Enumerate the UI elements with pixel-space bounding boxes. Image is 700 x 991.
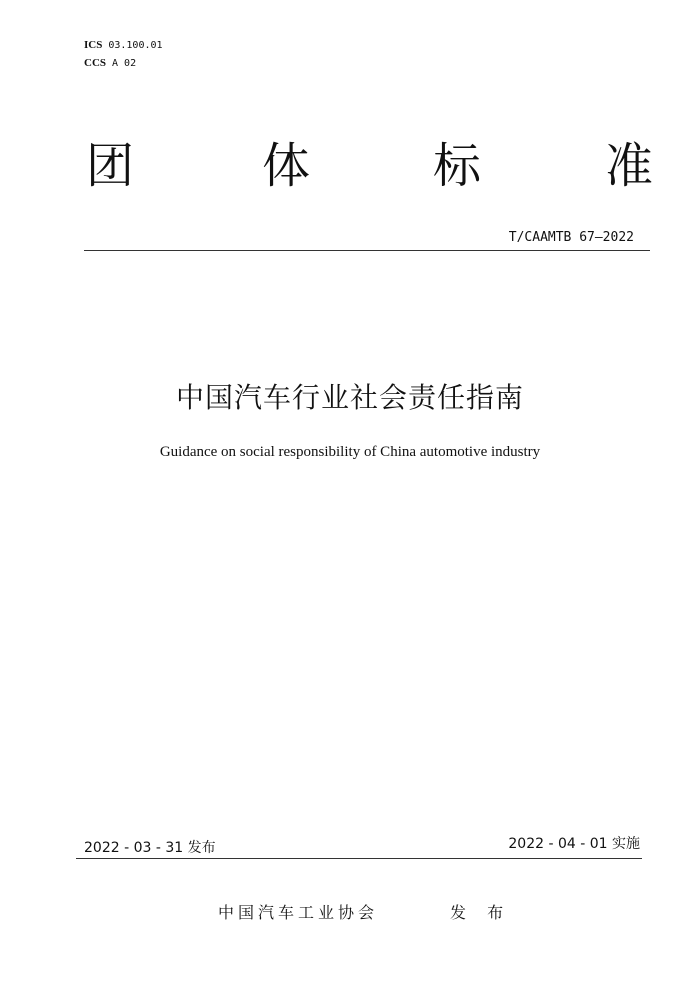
title-chinese: 中国汽车行业社会责任指南 <box>175 381 524 414</box>
ccs-value: A 02 <box>112 58 137 69</box>
standard-number: T/CAAMTB 67—2022 <box>508 230 634 245</box>
ccs-label: CCS <box>84 57 107 69</box>
ics-value: 03.100.01 <box>108 40 163 51</box>
ics-label: ICS <box>84 39 103 51</box>
standard-type-char-4: 准 <box>605 138 654 194</box>
issue-date: 2022 - 03 - 31 发布 <box>84 840 216 856</box>
implementation-date: 2022 - 04 - 01 实施 <box>508 836 640 852</box>
title-english: Guidance on social responsibility of China automotive industry <box>159 444 541 460</box>
publisher-name: 中国汽车工业协会 <box>218 903 379 922</box>
footer-divider <box>76 858 642 859</box>
publish-label: 发 布 <box>450 903 512 922</box>
header-divider <box>84 250 650 251</box>
standard-type-char-2: 体 <box>262 138 311 194</box>
ccs-code <box>84 56 136 71</box>
ics-code <box>84 38 163 53</box>
standard-type-char-1: 团 <box>86 138 135 194</box>
standard-type-char-3: 标 <box>433 138 482 194</box>
